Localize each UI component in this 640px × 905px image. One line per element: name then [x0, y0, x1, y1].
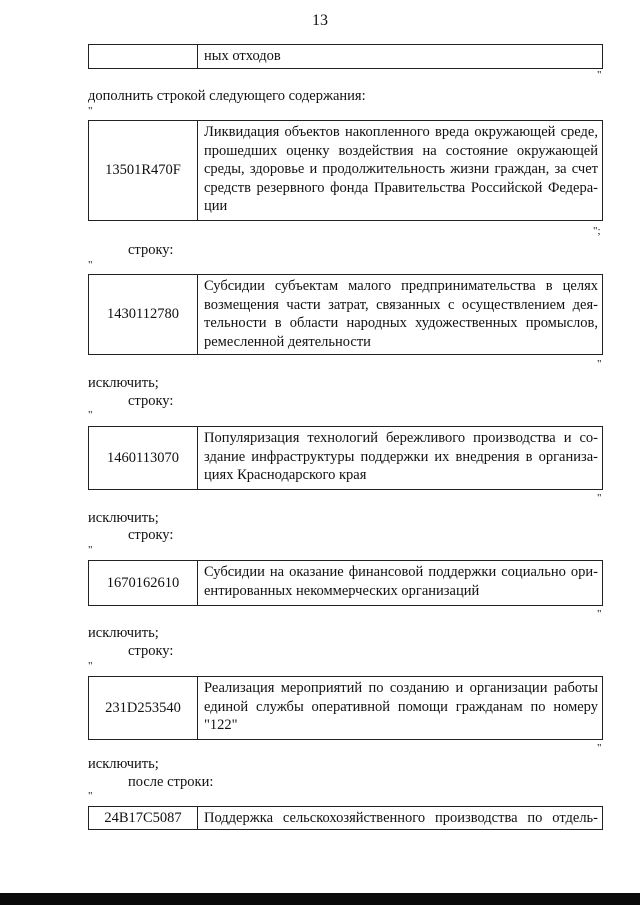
instruction-row: строку: [128, 527, 174, 543]
closing-quote: " [597, 608, 602, 620]
closing-quote: " [597, 358, 602, 370]
row-code: 1670162610 [89, 561, 198, 605]
row-description: Субсидии на оказание финансовой поддержки социально ори-ентированных некоммерческих организаций [204, 564, 598, 599]
row-description: Субсидии субъектам малого предпринимательства в целях возмещения части затрат, связанных с осуществлением дея-тельности в области народных художественных промыслов, ремесленной деятельности [204, 278, 598, 350]
opening-quote: " [88, 544, 93, 556]
instruction-exclude: исключить; [88, 510, 159, 526]
instruction-exclude: исключить; [88, 625, 159, 641]
instruction-after-row: после строки: [128, 774, 214, 790]
row-description: ных отходов [204, 48, 281, 64]
table-row [88, 44, 603, 69]
row-code: 1430112780 [89, 275, 198, 354]
instruction-exclude: исключить; [88, 375, 159, 391]
row-description: Популяризация технологий бережливого производства и со-здание инфраструктуры поддержки их внедрения в организа-циях Краснодарского края [204, 430, 598, 483]
closing-quote: " [597, 492, 602, 504]
row-description: Поддержка сельскохозяйственного производства по отдель- [204, 810, 598, 826]
table-row [88, 426, 603, 490]
opening-quote: " [88, 790, 93, 802]
table-row [88, 274, 603, 355]
opening-quote: " [88, 259, 93, 271]
instruction-exclude: исключить; [88, 756, 159, 772]
closing-quote: " [597, 69, 602, 81]
row-code: 1460113070 [89, 427, 198, 489]
opening-quote: " [88, 660, 93, 672]
row-code: 24B17C5087 [89, 807, 198, 829]
table-row [88, 560, 603, 606]
table-row [88, 806, 603, 830]
closing-quote: " [597, 742, 602, 754]
scan-bottom-edge [0, 893, 640, 905]
instruction-row: строку: [128, 393, 174, 409]
closing-quote: "; [593, 225, 601, 237]
row-code: 231D253540 [89, 677, 198, 739]
instruction-row: строку: [128, 643, 174, 659]
table-row [88, 120, 603, 221]
row-description: Реализация мероприятий по созданию и организации работы единой службы оперативной помощи гражданам по номеру "122" [204, 680, 598, 733]
page-number: 13 [312, 12, 328, 29]
opening-quote: " [88, 105, 93, 117]
row-description: Ликвидация объектов накопленного вреда окружающей среде, прошедших оценку воздействия на состояние окружающей среды, здоровье и продолжительность жизни граждан, за счет средств резервного фонда Правительства Российской Федера-ции [204, 124, 598, 214]
table-row [88, 676, 603, 740]
row-code [89, 45, 198, 68]
opening-quote: " [88, 409, 93, 421]
instruction-add-row: дополнить строкой следующего содержания: [88, 88, 366, 104]
row-code: 13501R470F [89, 121, 198, 220]
instruction-row: строку: [128, 242, 174, 258]
